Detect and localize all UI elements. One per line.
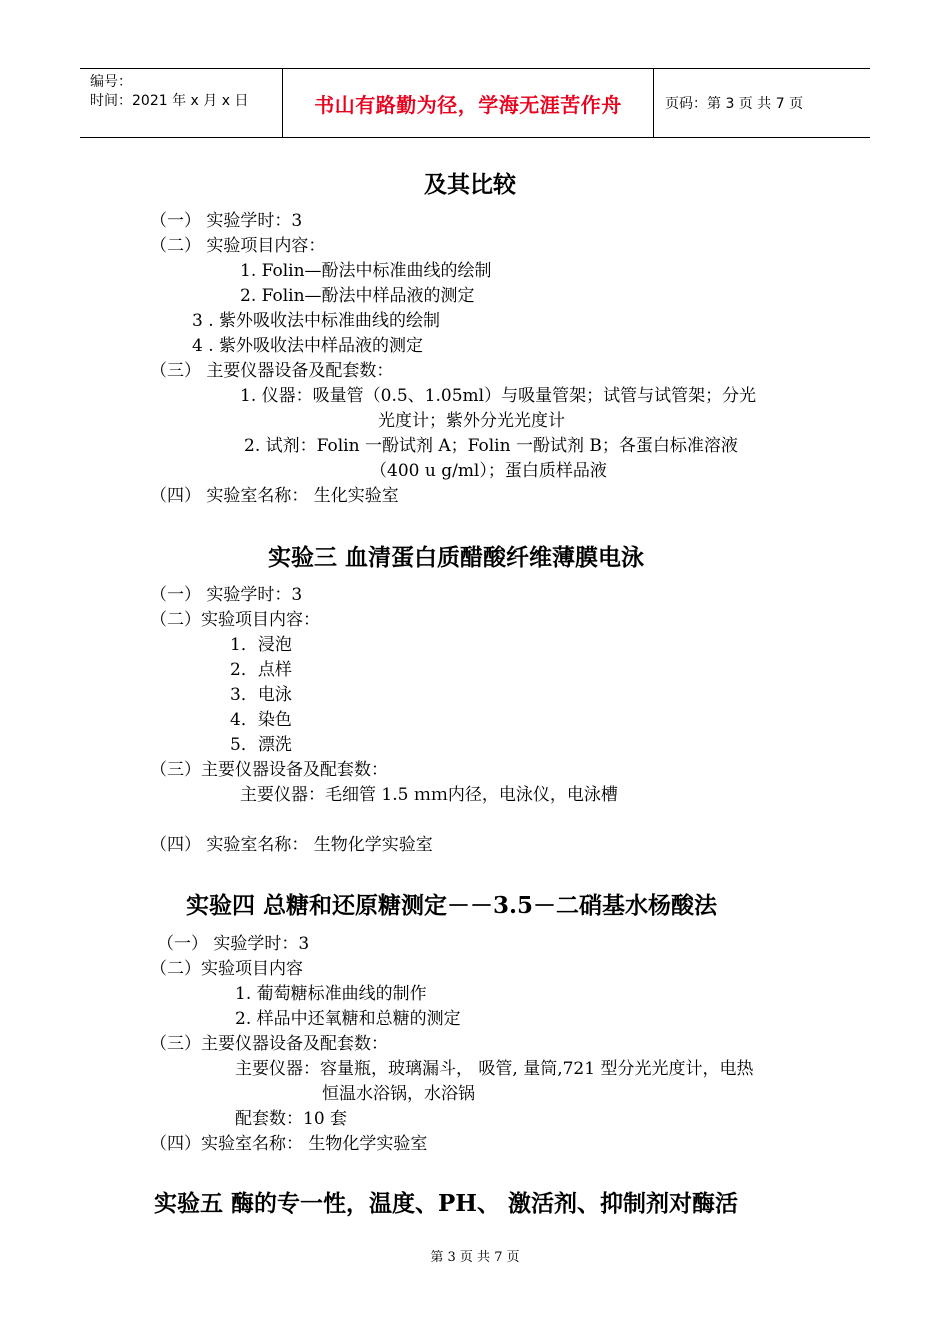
exp2-item-3: 3 . 紫外吸收法中标准曲线的绘制 — [192, 311, 441, 331]
exp4-item-1: 1. 葡萄糖标准曲线的制作 — [235, 984, 427, 1004]
exp2-equip-1-cont: 光度计；紫外分光光度计 — [378, 411, 565, 431]
exp2-equip-2: 2. 试剂：Folin 一酚试剂 A；Folin 一酚试剂 B；各蛋白标准溶液 — [244, 436, 738, 456]
exp2-lab: （四） 实验室名称： 生化实验室 — [150, 486, 399, 506]
page-footer: 第 3 页 共 7 页 — [430, 1250, 520, 1265]
exp4-hours: （一） 实验学时：3 — [157, 934, 310, 954]
doc-date: 时间：2021 年 x 月 x 日 — [90, 93, 249, 109]
page-header — [80, 68, 870, 138]
section-title-continued: 及其比较 — [424, 171, 516, 198]
exp4-equip-cont: 恒温水浴锅，水浴锅 — [322, 1084, 475, 1104]
exp4-item-2: 2. 样品中还氧糖和总糖的测定 — [235, 1009, 461, 1029]
header-page-info: 页码：第 3 页 共 7 页 — [665, 96, 804, 112]
exp4-lab: （四）实验室名称： 生物化学实验室 — [150, 1134, 428, 1154]
exp2-equip-1: 1. 仪器：吸量管（0.5、1.05ml）与吸量管架；试管与试管架；分光 — [240, 386, 757, 406]
exp3-step-5: 5．漂洗 — [230, 735, 292, 755]
header-meta-cell — [80, 69, 283, 137]
exp3-step-1: 1．浸泡 — [230, 635, 292, 655]
exp4-equip-label: （三）主要仪器设备及配套数： — [150, 1034, 388, 1054]
doc-number-label: 编号： — [90, 74, 132, 90]
exp3-title: 实验三 血清蛋白质醋酸纤维薄膜电泳 — [268, 544, 645, 571]
exp2-item-1: 1. Folin—酚法中标准曲线的绘制 — [240, 261, 492, 281]
exp5-title: 实验五 酶的专一性，温度、PH、 激活剂、抑制剂对酶活 — [154, 1190, 739, 1217]
exp3-equip-label: （三）主要仪器设备及配套数： — [150, 760, 388, 780]
exp3-step-4: 4．染色 — [230, 710, 292, 730]
exp3-hours: （一） 实验学时：3 — [150, 585, 303, 605]
exp2-equip-2-cont: （400 u g/ml）；蛋白质样品液 — [370, 461, 607, 481]
exp3-lab: （四） 实验室名称： 生物化学实验室 — [150, 835, 433, 855]
exp3-step-3: 3．电泳 — [230, 685, 292, 705]
exp3-step-2: 2．点样 — [230, 660, 292, 680]
exp3-items-label: （二）实验项目内容： — [150, 610, 320, 630]
exp4-equip: 主要仪器：容量瓶，玻璃漏斗， 吸管, 量筒,721 型分光光度计，电热 — [235, 1059, 754, 1079]
exp4-title: 实验四 总糖和还原糖测定－－3.5－二硝基水杨酸法 — [186, 892, 718, 919]
exp2-item-4: 4 . 紫外吸收法中样品液的测定 — [192, 336, 424, 356]
exp2-hours: （一） 实验学时：3 — [150, 211, 303, 231]
exp4-equip-count: 配套数：10 套 — [235, 1109, 348, 1129]
exp3-equip: 主要仪器：毛细管 1.5 ｍｍ内径，电泳仪，电泳槽 — [240, 785, 618, 805]
exp2-equip-label: （三） 主要仪器设备及配套数： — [150, 361, 394, 381]
exp2-items-label: （二） 实验项目内容： — [150, 236, 326, 256]
exp2-item-2: 2. Folin—酚法中样品液的测定 — [240, 286, 475, 306]
header-motto: 书山有路勤为径，学海无涯苦作舟 — [283, 69, 654, 137]
exp4-items-label: （二）实验项目内容 — [150, 959, 303, 979]
